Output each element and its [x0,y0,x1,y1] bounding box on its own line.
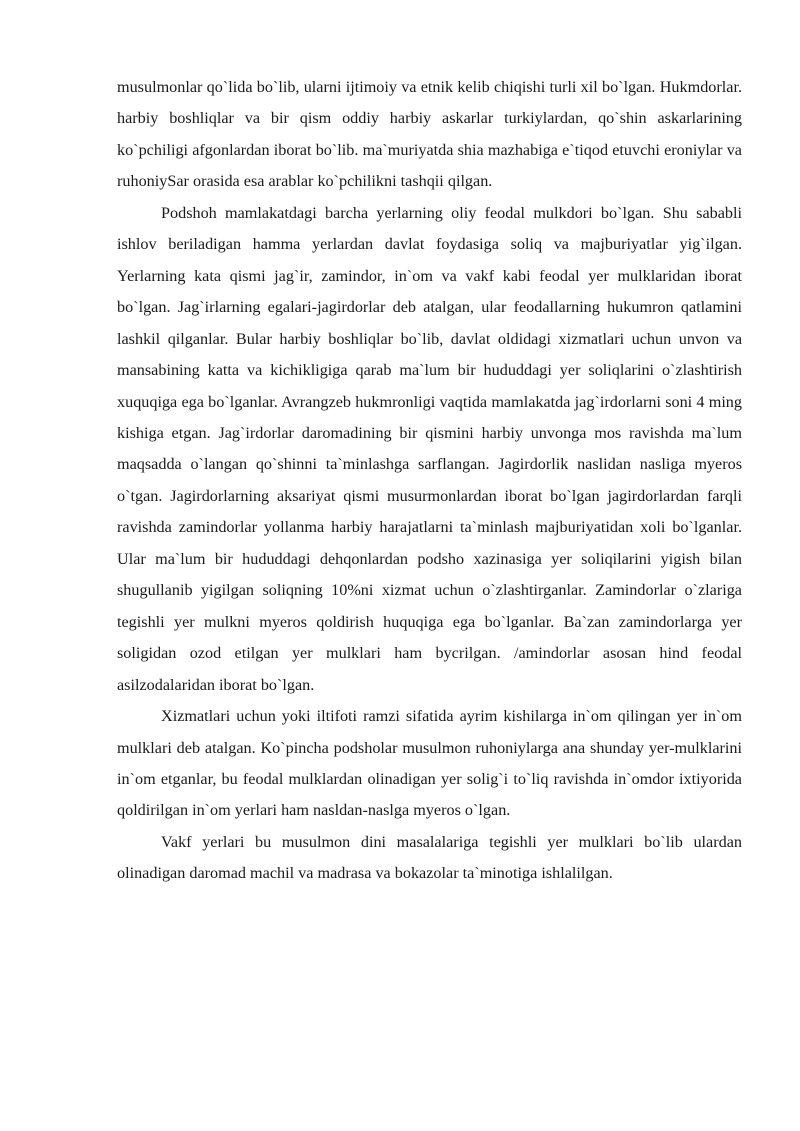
paragraph-1: musulmonlar qo`lida bo`lib, ularni ijtimoiy va etnik kelib chiqishi turli xil bo`lgan. Hukmdorlar. harbiy boshliqlar va bir qism oddiy harbiy askarlar turkiylardan, qo`shin askarlarining ko`pchiligi afgonlardan iborat bo`lib. ma`muriyatda shia mazhabiga e`tiqod etuvchi eroniylar va ruhoniySar orasida esa arablar ko`pchilikni tashqii qilgan. [117,78,742,191]
paragraph-2: Podshoh mamlakatdagi barcha yerlarning oliy feodal mulkdori bo`lgan. Shu sababli ishlov beriladigan hamma yerlardan davlat foydasiga soliq va majburiyatlar yig`ilgan. Yerlarning kata qismi jag`ir, zamindor, in`om va vakf kabi feodal yer mulklaridan iborat bo`lgan. Jag`irlarning egalari-jagirdorlar deb atalgan, ular feodallarning hukumron qatlamini lashkil qilganlar. Bular harbiy boshliqlar bo`lib, davlat oldidagi xizmatlari uchun unvon va mansabining katta va kichikligiga qarab ma`lum bir hududdagi yer soliqlarini o`zlashtirish xuquqiga ega bo`lganlar. Avrangzeb hukmronligi vaqtida mamlakatda jag`irdorlarni soni 4 ming kishiga etgan. Jag`irdorlar daromadining bir qismini harbiy unvonga mos ravishda ma`lum maqsadda o`langan qo`shinni ta`minlashga sarflangan. Jagirdorlik naslidan nasliga myeros o`tgan. Jagirdorlarning aksariyat qismi musurmonlardan iborat bo`lgan jagirdorlardan farqli ravishda zamindorlar yollanma harbiy harajatlarni ta`minlash majburiyatidan xoli bo`lganlar. Ular ma`lum bir hududdagi dehqonlardan podsho xazinasiga yer soliqilarini yigish bilan shugullanib yigilgan soliqning 10%ni xizmat uchun o`zlashtirganlar. Zamindorlar o`zlariga tegishli yer mulkni myeros qoldirish huquqiga ega bo`lganlar. Ba`zan zamindorlarga yer soligidan ozod etilgan yer mulklari ham bycrilgan. /amindorlar asosan hind feodal asilzodalaridan iborat bo`lgan. [117,203,742,694]
body-text [117,72,742,890]
paragraph-3: Xizmatlari uchun yoki iltifoti ramzi sifatida ayrim kishilarga in`om qilingan yer in`om mulklari deb atalgan. Ko`pincha podsholar musulmon ruhoniylarga ana shunday yer-mulklarini in`om etganlar, bu feodal mulklardan olinadigan yer solig`i to`liq ravishda in`omdor ixtiyorida qoldirilgan in`om yerlari ham nasldan-naslga myeros o`lgan. [117,707,742,820]
paragraph-4: Vakf yerlari bu musulmon dini masalalariga tegishli yer mulklari bo`lib ulardan olinadigan daromad machil va madrasa va bokazolar ta`minotiga ishlalilgan. [117,832,742,883]
